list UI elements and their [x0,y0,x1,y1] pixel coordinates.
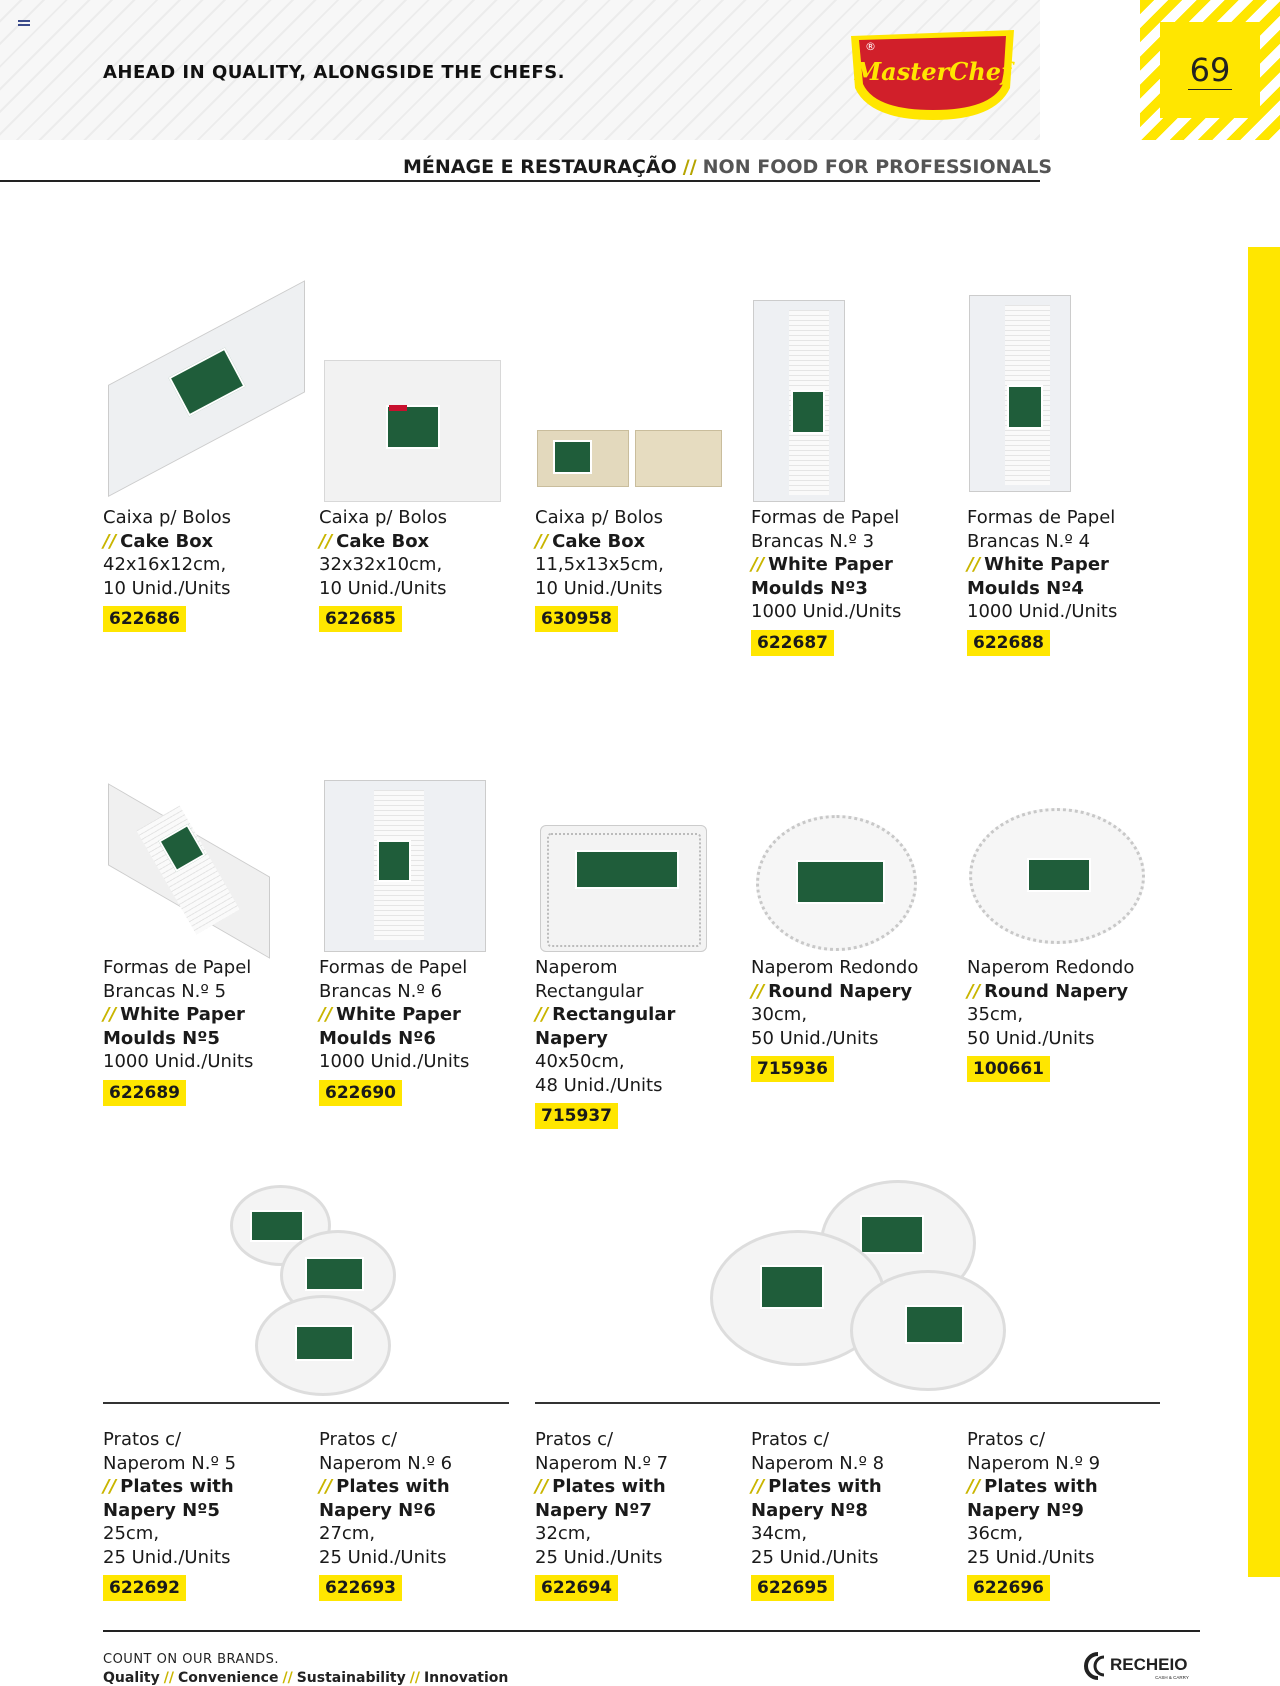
product-card[interactable] [319,740,519,1106]
product-card[interactable] [751,290,951,656]
product-card[interactable] [535,290,735,632]
section-rule [0,180,1040,182]
product-card[interactable] [319,1422,519,1601]
recheio-brand: RECHEIO [1110,1655,1188,1674]
product-card[interactable] [103,290,303,632]
section-separator: // [682,156,697,178]
product-card[interactable] [535,1422,735,1601]
product-image [535,290,735,500]
menu-icon[interactable] [18,20,30,30]
recheio-sub: CASH & CARRY [1155,1675,1189,1680]
logo-registered: ® [865,40,876,53]
product-desc: Pratos c/ Naperom N.º 8 // Plates with Napery Nº8 34cm, 25 Unid./Units [751,1429,885,1568]
section-title-en: NON FOOD FOR PROFESSIONALS [702,156,1053,178]
product-desc: Formas de Papel Brancas N.º 4 // White Paper Moulds Nº4 1000 Unid./Units [967,507,1118,622]
product-code: 630958 [535,606,618,632]
product-card[interactable] [319,290,519,632]
product-image [319,290,519,500]
page-number: 69 [1189,50,1231,89]
product-desc: Naperom Redondo // Round Napery 35cm, 50 Unid./Units [967,957,1135,1049]
product-code: 622690 [319,1080,402,1106]
product-image [535,740,735,950]
product-code: 622688 [967,630,1050,656]
product-card[interactable] [535,740,735,1129]
product-image [751,740,951,950]
masterchef-logo [845,28,1020,123]
product-image [967,290,1167,500]
side-accent-bar [1248,247,1280,1577]
product-card[interactable] [103,1422,303,1601]
product-code: 100661 [967,1056,1050,1082]
footer-tagline: COUNT ON OUR BRANDS. [103,1652,280,1667]
recheio-logo [1084,1650,1204,1682]
product-card[interactable] [967,1422,1167,1601]
product-image [751,290,951,500]
product-card[interactable] [751,740,951,1082]
product-code: 622686 [103,606,186,632]
product-image [967,740,1167,950]
product-desc: Pratos c/ Naperom N.º 5 // Plates with Napery Nº5 25cm, 25 Unid./Units [103,1429,237,1568]
product-card[interactable] [967,740,1167,1082]
product-desc: Formas de Papel Brancas N.º 5 // White Paper Moulds Nº5 1000 Unid./Units [103,957,254,1072]
product-image [103,740,303,950]
product-code: 715936 [751,1056,834,1082]
logo-text: MasterChef [854,57,1012,86]
product-code: 622694 [535,1575,618,1601]
product-code: 715937 [535,1103,618,1129]
product-code: 622693 [319,1575,402,1601]
product-desc: Pratos c/ Naperom N.º 6 // Plates with Napery Nº6 27cm, 25 Unid./Units [319,1429,453,1568]
plates-image-small [225,1185,400,1385]
plates-divider-right [535,1402,1160,1404]
product-desc: Naperom Redondo // Round Napery 30cm, 50 Unid./Units [751,957,919,1049]
product-desc: Caixa p/ Bolos // Cake Box 11,5x13x5cm, 10 Unid./Units [535,507,664,599]
tagline: AHEAD IN QUALITY, ALONGSIDE THE CHEFS. [103,62,565,83]
product-image [319,740,519,950]
product-code: 622696 [967,1575,1050,1601]
product-image [103,290,303,500]
product-desc: Pratos c/ Naperom N.º 9 // Plates with Napery Nº9 36cm, 25 Unid./Units [967,1429,1101,1568]
product-code: 622687 [751,630,834,656]
section-title-pt: MÉNAGE E RESTAURAÇÃO [403,156,677,178]
plates-image-large [710,1180,1010,1390]
product-desc: Pratos c/ Naperom N.º 7 // Plates with Napery Nº7 32cm, 25 Unid./Units [535,1429,669,1568]
plates-divider-left [103,1402,509,1404]
product-desc: Caixa p/ Bolos // Cake Box 42x16x12cm, 10 Unid./Units [103,507,231,599]
footer-pillars: Quality // Convenience // Sustainability // Innovation [103,1670,509,1686]
product-card[interactable] [103,740,303,1106]
product-desc: Formas de Papel Brancas N.º 3 // White Paper Moulds Nº3 1000 Unid./Units [751,507,902,622]
product-code: 622692 [103,1575,186,1601]
product-code: 622689 [103,1080,186,1106]
product-code: 622685 [319,606,402,632]
page-number-box [1160,22,1260,118]
product-desc: Formas de Papel Brancas N.º 6 // White Paper Moulds Nº6 1000 Unid./Units [319,957,470,1072]
section-title [403,156,1052,178]
product-desc: Naperom Rectangular // Rectangular Napery 40x50cm, 48 Unid./Units [535,957,676,1096]
product-desc: Caixa p/ Bolos // Cake Box 32x32x10cm, 10 Unid./Units [319,507,447,599]
product-code: 622695 [751,1575,834,1601]
footer-rule [103,1630,1200,1632]
product-card[interactable] [967,290,1167,656]
product-card[interactable] [751,1422,951,1601]
